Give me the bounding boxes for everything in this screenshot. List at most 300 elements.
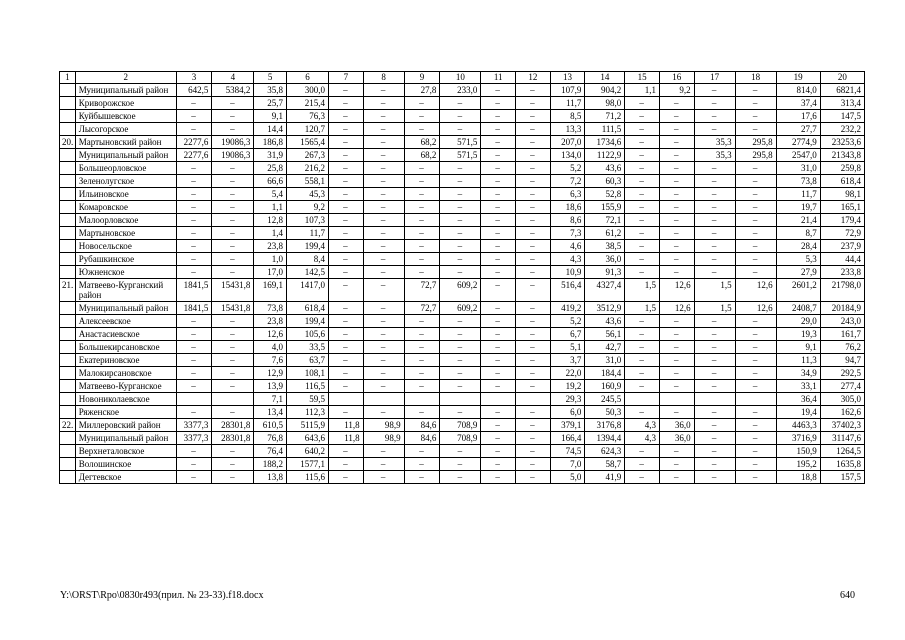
value-cell: 1635,8: [820, 458, 864, 471]
value-cell: –: [625, 123, 660, 136]
value-cell: –: [176, 253, 212, 266]
table-row: [60, 240, 865, 253]
row-index-cell: [60, 149, 76, 162]
table-row: [60, 471, 865, 484]
value-cell: –: [404, 175, 440, 188]
column-number-cell: 19: [776, 72, 820, 84]
value-cell: 3716,9: [776, 432, 820, 445]
value-cell: 19,3: [776, 328, 820, 341]
column-number-cell: 14: [585, 72, 625, 84]
value-cell: –: [363, 354, 404, 367]
value-cell: –: [176, 328, 212, 341]
value-cell: –: [694, 84, 735, 97]
value-cell: 7,3: [550, 227, 585, 240]
column-number-cell: 17: [694, 72, 735, 84]
value-cell: 66,6: [254, 175, 287, 188]
row-index-cell: [60, 328, 76, 341]
value-cell: 15431,8: [212, 279, 254, 302]
value-cell: 1,5: [625, 302, 660, 315]
value-cell: –: [694, 175, 735, 188]
value-cell: 112,3: [286, 406, 328, 419]
value-cell: –: [625, 110, 660, 123]
value-cell: –: [659, 110, 694, 123]
value-cell: –: [659, 315, 694, 328]
row-name-cell: Криворожское: [75, 97, 176, 110]
value-cell: 618,4: [286, 302, 328, 315]
row-name-cell: Куйбышевское: [75, 110, 176, 123]
value-cell: 12,6: [659, 279, 694, 302]
value-cell: –: [440, 266, 481, 279]
value-cell: –: [328, 136, 363, 149]
value-cell: –: [516, 367, 551, 380]
value-cell: –: [328, 471, 363, 484]
value-cell: –: [481, 201, 516, 214]
value-cell: 300,0: [286, 84, 328, 97]
value-cell: –: [516, 123, 551, 136]
value-cell: 295,8: [735, 136, 776, 149]
value-cell: –: [625, 162, 660, 175]
value-cell: 36,0: [659, 419, 694, 432]
value-cell: –: [625, 266, 660, 279]
value-cell: 27,8: [404, 84, 440, 97]
row-name-cell: Матвеево-Курганский район: [75, 279, 176, 302]
value-cell: 292,5: [820, 367, 864, 380]
value-cell: 12,9: [254, 367, 287, 380]
value-cell: 76,4: [254, 445, 287, 458]
row-index-cell: [60, 201, 76, 214]
value-cell: 6,0: [550, 406, 585, 419]
table-row: [60, 328, 865, 341]
value-cell: 419,2: [550, 302, 585, 315]
row-name-cell: Большекирсановское: [75, 341, 176, 354]
row-index-cell: 20.: [60, 136, 76, 149]
row-index-cell: [60, 110, 76, 123]
value-cell: 199,4: [286, 315, 328, 328]
value-cell: –: [363, 341, 404, 354]
value-cell: 4463,3: [776, 419, 820, 432]
value-cell: –: [404, 266, 440, 279]
column-number-cell: 5: [254, 72, 287, 84]
value-cell: [516, 393, 551, 406]
value-cell: –: [694, 445, 735, 458]
value-cell: 20184,9: [820, 302, 864, 315]
row-index-cell: [60, 445, 76, 458]
value-cell: –: [516, 458, 551, 471]
value-cell: 237,9: [820, 240, 864, 253]
value-cell: 74,5: [550, 445, 585, 458]
value-cell: –: [328, 97, 363, 110]
value-cell: 558,1: [286, 175, 328, 188]
value-cell: 25,7: [254, 97, 287, 110]
value-cell: 4,0: [254, 341, 287, 354]
value-cell: 232,2: [820, 123, 864, 136]
value-cell: –: [363, 227, 404, 240]
value-cell: –: [659, 136, 694, 149]
value-cell: –: [481, 253, 516, 266]
value-cell: 14,4: [254, 123, 287, 136]
value-cell: –: [735, 367, 776, 380]
value-cell: 63,7: [286, 354, 328, 367]
value-cell: 162,6: [820, 406, 864, 419]
value-cell: 115,6: [286, 471, 328, 484]
value-cell: –: [481, 136, 516, 149]
column-number-cell: 12: [516, 72, 551, 84]
value-cell: –: [440, 406, 481, 419]
value-cell: 207,0: [550, 136, 585, 149]
value-cell: 571,5: [440, 149, 481, 162]
value-cell: 50,3: [585, 406, 625, 419]
value-cell: –: [363, 110, 404, 123]
value-cell: –: [404, 162, 440, 175]
value-cell: –: [735, 175, 776, 188]
value-cell: –: [659, 201, 694, 214]
value-cell: –: [516, 341, 551, 354]
value-cell: 13,8: [254, 471, 287, 484]
row-name-cell: Малоорловское: [75, 214, 176, 227]
value-cell: 4,3: [625, 419, 660, 432]
value-cell: 165,1: [820, 201, 864, 214]
value-cell: 7,1: [254, 393, 287, 406]
value-cell: 21,4: [776, 214, 820, 227]
value-cell: 19086,3: [212, 149, 254, 162]
value-cell: –: [176, 227, 212, 240]
value-cell: [735, 393, 776, 406]
value-cell: –: [363, 279, 404, 302]
value-cell: –: [440, 253, 481, 266]
value-cell: 4,3: [625, 432, 660, 445]
table-row: [60, 341, 865, 354]
value-cell: –: [440, 162, 481, 175]
value-cell: 43,6: [585, 315, 625, 328]
row-name-cell: Муниципальный район: [75, 149, 176, 162]
value-cell: –: [694, 406, 735, 419]
value-cell: –: [625, 149, 660, 162]
value-cell: –: [212, 266, 254, 279]
value-cell: –: [659, 149, 694, 162]
column-number-cell: 9: [404, 72, 440, 84]
value-cell: 259,8: [820, 162, 864, 175]
column-number-cell: 16: [659, 72, 694, 84]
value-cell: –: [212, 458, 254, 471]
value-cell: 3377,3: [176, 432, 212, 445]
value-cell: 68,2: [404, 149, 440, 162]
value-cell: 76,2: [820, 341, 864, 354]
value-cell: –: [694, 214, 735, 227]
value-cell: 29,3: [550, 393, 585, 406]
value-cell: 11,7: [776, 188, 820, 201]
value-cell: –: [481, 227, 516, 240]
table-row: [60, 266, 865, 279]
value-cell: 5,2: [550, 162, 585, 175]
value-cell: –: [176, 162, 212, 175]
value-cell: –: [516, 419, 551, 432]
value-cell: –: [481, 432, 516, 445]
column-number-cell: 3: [176, 72, 212, 84]
value-cell: 12,6: [735, 279, 776, 302]
row-index-cell: [60, 341, 76, 354]
value-cell: –: [481, 149, 516, 162]
value-cell: –: [625, 354, 660, 367]
value-cell: 12,6: [735, 302, 776, 315]
value-cell: –: [176, 201, 212, 214]
value-cell: 12,6: [659, 302, 694, 315]
value-cell: 22,0: [550, 367, 585, 380]
value-cell: –: [516, 406, 551, 419]
value-cell: 6,7: [550, 328, 585, 341]
row-index-cell: [60, 432, 76, 445]
value-cell: –: [516, 110, 551, 123]
value-cell: –: [363, 406, 404, 419]
value-cell: –: [212, 253, 254, 266]
value-cell: –: [659, 341, 694, 354]
value-cell: 1734,6: [585, 136, 625, 149]
value-cell: –: [328, 458, 363, 471]
value-cell: 233,0: [440, 84, 481, 97]
value-cell: 2774,9: [776, 136, 820, 149]
value-cell: 245,5: [585, 393, 625, 406]
value-cell: 609,2: [440, 302, 481, 315]
value-cell: 23,8: [254, 315, 287, 328]
value-cell: –: [735, 315, 776, 328]
value-cell: –: [212, 315, 254, 328]
value-cell: –: [481, 367, 516, 380]
value-cell: –: [694, 201, 735, 214]
value-cell: 84,6: [404, 419, 440, 432]
value-cell: –: [481, 279, 516, 302]
value-cell: –: [516, 227, 551, 240]
value-cell: –: [481, 315, 516, 328]
value-cell: 7,6: [254, 354, 287, 367]
value-cell: –: [363, 266, 404, 279]
column-number-cell: 2: [75, 72, 176, 84]
value-cell: 379,1: [550, 419, 585, 432]
value-cell: –: [212, 201, 254, 214]
value-cell: –: [516, 302, 551, 315]
row-name-cell: Рубашкинское: [75, 253, 176, 266]
row-name-cell: Мартыновский район: [75, 136, 176, 149]
row-name-cell: Новониколаевское: [75, 393, 176, 406]
value-cell: 13,4: [254, 406, 287, 419]
value-cell: –: [481, 240, 516, 253]
value-cell: 31,0: [585, 354, 625, 367]
value-cell: –: [363, 201, 404, 214]
value-cell: 1841,5: [176, 279, 212, 302]
value-cell: –: [404, 380, 440, 393]
value-cell: –: [212, 354, 254, 367]
value-cell: –: [694, 471, 735, 484]
value-cell: –: [516, 315, 551, 328]
column-number-cell: 10: [440, 72, 481, 84]
value-cell: –: [212, 123, 254, 136]
value-cell: [404, 393, 440, 406]
value-cell: –: [694, 266, 735, 279]
row-name-cell: Миллеровский район: [75, 419, 176, 432]
value-cell: 42,7: [585, 341, 625, 354]
row-index-cell: [60, 380, 76, 393]
value-cell: 72,1: [585, 214, 625, 227]
table-row: [60, 406, 865, 419]
value-cell: –: [516, 328, 551, 341]
value-cell: –: [328, 445, 363, 458]
value-cell: –: [212, 445, 254, 458]
value-cell: –: [625, 315, 660, 328]
value-cell: –: [176, 341, 212, 354]
value-cell: [212, 393, 254, 406]
value-cell: 610,5: [254, 419, 287, 432]
value-cell: 31,9: [254, 149, 287, 162]
value-cell: –: [440, 175, 481, 188]
value-cell: –: [328, 315, 363, 328]
row-name-cell: Лысогорское: [75, 123, 176, 136]
value-cell: –: [363, 328, 404, 341]
value-cell: –: [363, 188, 404, 201]
value-cell: –: [735, 406, 776, 419]
value-cell: –: [328, 227, 363, 240]
value-cell: 134,0: [550, 149, 585, 162]
row-name-cell: Мартыновское: [75, 227, 176, 240]
value-cell: 107,3: [286, 214, 328, 227]
value-cell: –: [481, 162, 516, 175]
value-cell: 516,4: [550, 279, 585, 302]
value-cell: –: [404, 471, 440, 484]
value-cell: –: [212, 380, 254, 393]
value-cell: 72,9: [820, 227, 864, 240]
value-cell: 35,3: [694, 149, 735, 162]
value-cell: –: [625, 471, 660, 484]
value-cell: 161,7: [820, 328, 864, 341]
value-cell: –: [659, 253, 694, 266]
column-number-cell: 7: [328, 72, 363, 84]
value-cell: –: [659, 367, 694, 380]
value-cell: 45,3: [286, 188, 328, 201]
value-cell: 3,7: [550, 354, 585, 367]
value-cell: –: [363, 136, 404, 149]
value-cell: 6821,4: [820, 84, 864, 97]
value-cell: 28301,8: [212, 432, 254, 445]
value-cell: 31,0: [776, 162, 820, 175]
value-cell: 21798,0: [820, 279, 864, 302]
value-cell: –: [363, 84, 404, 97]
value-cell: –: [516, 97, 551, 110]
value-cell: 215,4: [286, 97, 328, 110]
table-row: [60, 380, 865, 393]
value-cell: 28301,8: [212, 419, 254, 432]
table-row: [60, 162, 865, 175]
value-cell: 11,7: [286, 227, 328, 240]
table-row: [60, 214, 865, 227]
value-cell: –: [176, 110, 212, 123]
value-cell: –: [735, 328, 776, 341]
value-cell: 13,9: [254, 380, 287, 393]
value-cell: –: [440, 240, 481, 253]
column-number-cell: 15: [625, 72, 660, 84]
value-cell: –: [328, 110, 363, 123]
value-cell: 111,5: [585, 123, 625, 136]
value-cell: –: [404, 214, 440, 227]
value-cell: –: [735, 432, 776, 445]
table-row: [60, 302, 865, 315]
value-cell: 18,8: [776, 471, 820, 484]
value-cell: 1,5: [625, 279, 660, 302]
value-cell: 1417,0: [286, 279, 328, 302]
value-cell: –: [735, 458, 776, 471]
value-cell: 11,8: [328, 419, 363, 432]
table-row: [60, 227, 865, 240]
value-cell: 11,8: [328, 432, 363, 445]
value-cell: –: [212, 328, 254, 341]
value-cell: 31147,6: [820, 432, 864, 445]
value-cell: –: [735, 354, 776, 367]
value-cell: 9,2: [659, 84, 694, 97]
value-cell: –: [516, 201, 551, 214]
value-cell: 4,3: [550, 253, 585, 266]
footer-file-path: Y:\ORST\Rpo\0830r493(прил. № 23-33).f18.docx: [60, 590, 264, 601]
value-cell: 160,9: [585, 380, 625, 393]
value-cell: –: [440, 97, 481, 110]
value-cell: –: [212, 175, 254, 188]
value-cell: –: [212, 162, 254, 175]
value-cell: 36,0: [585, 253, 625, 266]
value-cell: –: [735, 253, 776, 266]
value-cell: –: [481, 471, 516, 484]
value-cell: –: [328, 214, 363, 227]
value-cell: –: [212, 97, 254, 110]
value-cell: 37,4: [776, 97, 820, 110]
value-cell: –: [516, 188, 551, 201]
value-cell: –: [363, 214, 404, 227]
value-cell: 3377,3: [176, 419, 212, 432]
value-cell: –: [440, 328, 481, 341]
row-index-cell: [60, 393, 76, 406]
value-cell: [363, 393, 404, 406]
value-cell: –: [735, 445, 776, 458]
row-index-cell: [60, 97, 76, 110]
row-name-cell: Новосельское: [75, 240, 176, 253]
value-cell: –: [328, 201, 363, 214]
value-cell: –: [176, 315, 212, 328]
value-cell: –: [625, 201, 660, 214]
table-row: [60, 188, 865, 201]
value-cell: –: [694, 458, 735, 471]
value-cell: –: [328, 328, 363, 341]
value-cell: –: [481, 188, 516, 201]
value-cell: 59,5: [286, 393, 328, 406]
value-cell: –: [694, 162, 735, 175]
value-cell: –: [735, 471, 776, 484]
value-cell: 9,1: [776, 341, 820, 354]
value-cell: –: [440, 367, 481, 380]
value-cell: –: [694, 240, 735, 253]
value-cell: 60,3: [585, 175, 625, 188]
value-cell: 38,5: [585, 240, 625, 253]
value-cell: –: [625, 328, 660, 341]
value-cell: –: [404, 253, 440, 266]
value-cell: –: [481, 328, 516, 341]
value-cell: –: [404, 188, 440, 201]
value-cell: 571,5: [440, 136, 481, 149]
value-cell: –: [328, 253, 363, 266]
value-cell: –: [516, 445, 551, 458]
row-index-cell: [60, 315, 76, 328]
value-cell: –: [363, 302, 404, 315]
value-cell: –: [440, 341, 481, 354]
value-cell: –: [176, 214, 212, 227]
row-index-cell: [60, 123, 76, 136]
value-cell: –: [694, 97, 735, 110]
value-cell: 72,7: [404, 279, 440, 302]
value-cell: 155,9: [585, 201, 625, 214]
value-cell: 179,4: [820, 214, 864, 227]
